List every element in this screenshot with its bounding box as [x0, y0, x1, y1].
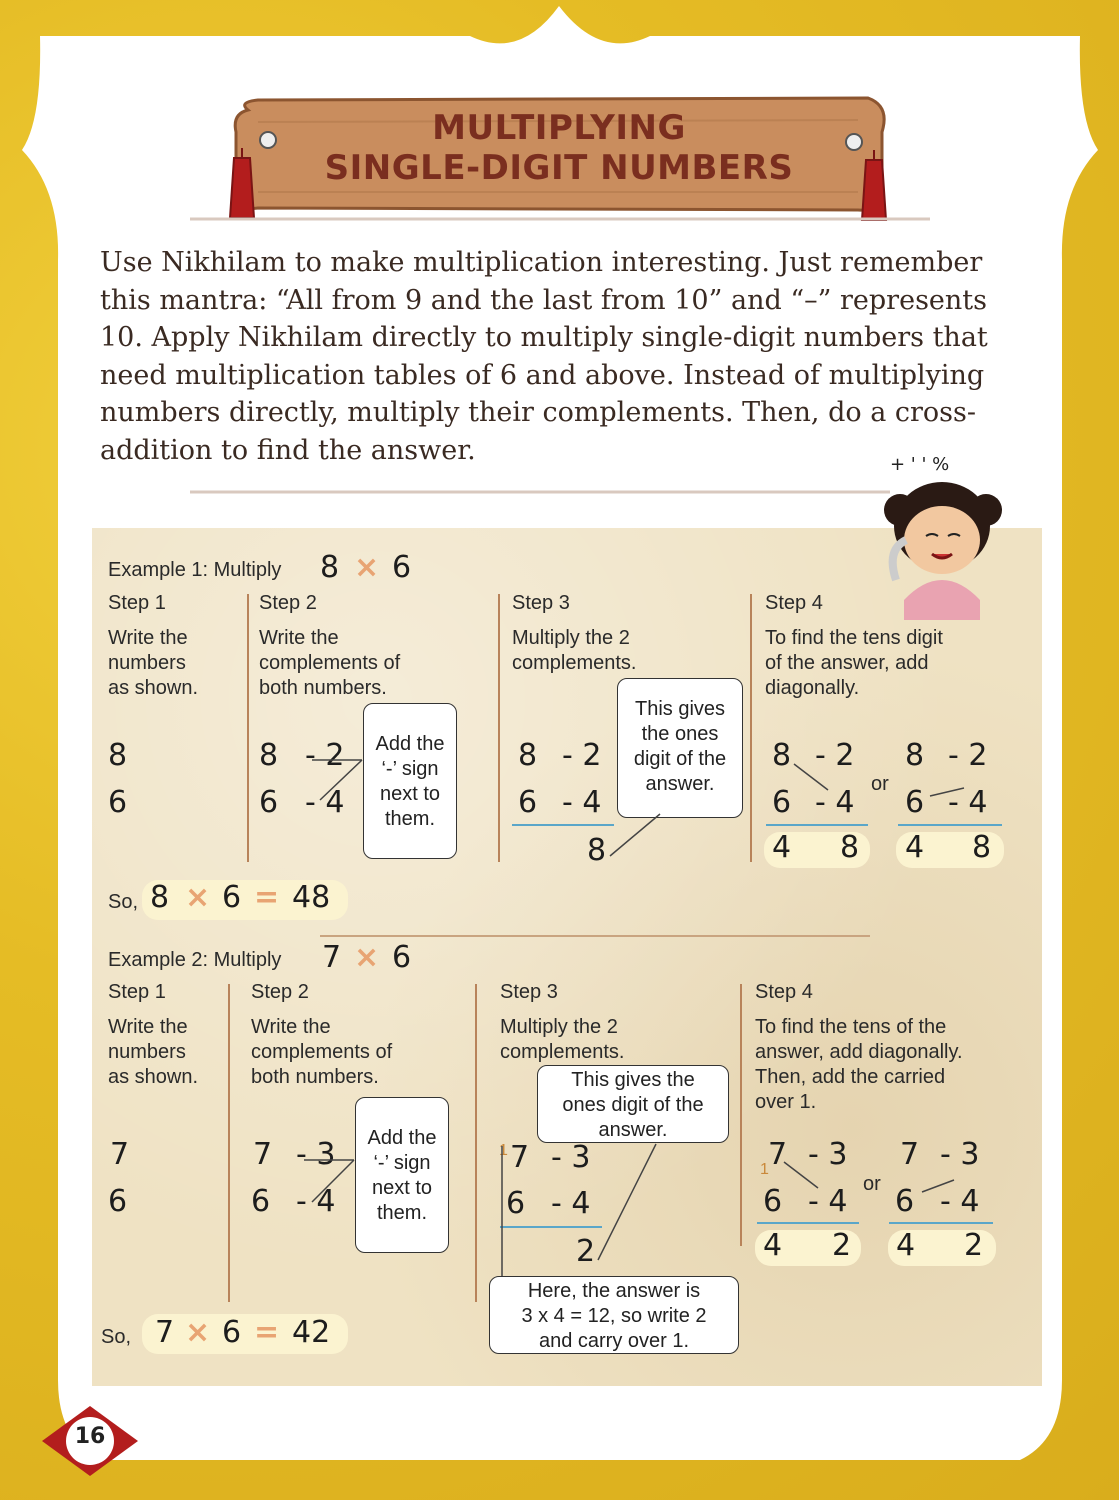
callout-line: ‘-’ sign — [373, 1152, 431, 1174]
ex1-step2-a: 8 — [259, 738, 279, 773]
callout-line: them. — [376, 1202, 428, 1224]
ex2-step1-desc-3: as shown. — [108, 1066, 199, 1088]
diagonal-arrows — [780, 1160, 1000, 1200]
ex1-step4-a: 8 — [772, 738, 792, 773]
ex1-step1-title: Step 1 — [108, 592, 166, 614]
so-label: So, — [101, 1326, 132, 1348]
ex2-step4-desc-1: To find the tens of the — [755, 1016, 947, 1038]
ex1-step3-a: 8 — [518, 738, 538, 773]
ex1-step3-comp-b: - 4 — [562, 785, 602, 820]
sum-underline — [898, 824, 1002, 826]
callout-ones-digit — [617, 678, 743, 818]
callout-line: Add the — [367, 1127, 437, 1149]
ex2-step2-desc-2: complements of — [251, 1041, 393, 1063]
callout-line: the ones — [641, 723, 719, 745]
column-divider — [740, 984, 742, 1246]
callout-ones-digit — [537, 1065, 729, 1143]
ex2-step4-a: 7 — [768, 1137, 788, 1172]
ex1-step3-ones: 8 — [587, 833, 607, 868]
ex2-step4-desc-4: over 1. — [755, 1091, 817, 1113]
or-label: or — [871, 773, 889, 795]
ex1-step2-comp-a: - 2 — [305, 738, 345, 773]
ex2-step3-carry: 1 — [499, 1142, 508, 1159]
ex2-step3-desc-1: Multiply the 2 — [500, 1016, 618, 1038]
ex2-step3-desc-2: complements. — [500, 1041, 625, 1063]
column-divider — [750, 594, 752, 862]
ex1-step4-comp-b-alt: - 4 — [948, 785, 988, 820]
callout-line: This gives — [634, 698, 726, 720]
callout-line: Add the — [375, 733, 445, 755]
svg-text:+ ' ' %: + ' ' % — [890, 454, 950, 475]
times-icon: × — [354, 550, 380, 585]
ex1-step4-desc-3: diagonally. — [765, 677, 860, 699]
ex2-step4-desc-3: Then, add the carried — [755, 1066, 946, 1088]
ex2-step2-title: Step 2 — [251, 981, 309, 1003]
divider-top — [180, 212, 940, 226]
ex1-step1-desc-3: as shown. — [108, 677, 199, 699]
ex1-step4-ones: 8 — [840, 830, 860, 865]
ex2-step4-comp-a: - 3 — [808, 1137, 848, 1172]
ex2-step1-desc-1: Write the — [108, 1016, 188, 1038]
ex2-step3-a: 7 — [510, 1140, 530, 1175]
callout-line: ‘-’ sign — [381, 758, 439, 780]
ex1-step2-desc-1: Write the — [259, 627, 339, 649]
ex2-step3-ones: 2 — [576, 1234, 596, 1269]
ex2-step4-ones-alt: 2 — [964, 1228, 984, 1263]
divider-middle — [180, 485, 900, 499]
ex2-step2-comp-a: - 3 — [296, 1137, 336, 1172]
callout-carry — [489, 1276, 739, 1354]
column-divider — [498, 594, 500, 862]
ex2-step1-desc-2: numbers — [108, 1041, 186, 1063]
example2-label: Example 2: Multiply — [108, 949, 282, 971]
ex1-step1-a: 8 — [108, 738, 128, 773]
ex2-step4-a-alt: 7 — [900, 1137, 920, 1172]
ex1-step4-desc-1: To find the tens digit — [765, 627, 943, 649]
ex1-step4-b: 6 — [772, 785, 792, 820]
times-icon: × — [185, 880, 211, 915]
ex2-step2-comp-b: - 4 — [296, 1184, 336, 1219]
ex1-step3-title: Step 3 — [512, 592, 570, 614]
ex2-step4-tens: 4 — [763, 1228, 783, 1263]
ex1-result-b: 6 — [222, 880, 242, 915]
ex1-step4-tens-alt: 4 — [905, 830, 925, 865]
ex2-step4-comp-a-alt: - 3 — [940, 1137, 980, 1172]
pointer-arrow — [600, 810, 670, 860]
ex1-step4-a-alt: 8 — [905, 738, 925, 773]
ex2-step2-a: 7 — [253, 1137, 273, 1172]
example1-b: 6 — [392, 550, 412, 585]
ex2-step3-b: 6 — [506, 1186, 526, 1221]
ex2-step1-title: Step 1 — [108, 981, 166, 1003]
ex2-step4-comp-b: - 4 — [808, 1184, 848, 1219]
ex2-step4-b-alt: 6 — [895, 1184, 915, 1219]
ex1-step2-desc-3: both numbers. — [259, 677, 387, 699]
ex2-step1-a: 7 — [110, 1137, 130, 1172]
ex1-step1-b: 6 — [108, 785, 128, 820]
callout-line: next to — [379, 783, 441, 805]
callout-line: 3 x 4 = 12, so write 2 — [521, 1305, 707, 1327]
ex2-step4-desc-2: answer, add diagonally. — [755, 1041, 963, 1063]
page-title-line1: MULTIPLYING — [432, 108, 686, 148]
callout-line: answer. — [645, 773, 715, 795]
equals-icon: = — [254, 880, 280, 915]
ex1-step4-desc-2: of the answer, add — [765, 652, 929, 674]
callout-line: ones digit of the — [562, 1094, 704, 1116]
times-icon: × — [185, 1315, 211, 1350]
ex2-step3-title: Step 3 — [500, 981, 558, 1003]
example2-b: 6 — [392, 940, 412, 975]
ex1-step2-title: Step 2 — [259, 592, 317, 614]
ex1-step4-tens: 4 — [772, 830, 792, 865]
section-divider — [320, 935, 870, 937]
callout-add-sign — [363, 703, 457, 859]
ex1-step2-b: 6 — [259, 785, 279, 820]
ex1-step4-comp-a: - 2 — [815, 738, 855, 773]
callout-line: This gives the — [571, 1069, 695, 1091]
ex1-result: 48 — [292, 880, 331, 915]
ex2-step4-ones: 2 — [832, 1228, 852, 1263]
ex1-step3-desc-2: complements. — [512, 652, 637, 674]
column-divider — [475, 984, 477, 1302]
ex2-result-a: 7 — [155, 1315, 175, 1350]
ex2-step4-comp-b-alt: - 4 — [940, 1184, 980, 1219]
callout-add-sign — [355, 1097, 449, 1253]
ex2-step3-comp-a: - 3 — [551, 1140, 591, 1175]
sum-underline — [512, 824, 614, 826]
ex1-step4-ones-alt: 8 — [972, 830, 992, 865]
page-title-line2: SINGLE-DIGIT NUMBERS — [324, 148, 794, 188]
ex1-step3-desc-1: Multiply the 2 — [512, 627, 630, 649]
girl-thinking-icon — [860, 440, 1020, 620]
ex1-step4-comp-b: - 4 — [815, 785, 855, 820]
so-label: So, — [108, 891, 139, 913]
callout-line: and carry over 1. — [538, 1330, 690, 1352]
sum-underline — [889, 1222, 993, 1224]
callout-line: them. — [384, 808, 436, 830]
ex1-result-a: 8 — [150, 880, 170, 915]
callout-line: answer. — [598, 1119, 668, 1141]
diagonal-arrows — [790, 760, 1010, 800]
ex2-step1-b: 6 — [108, 1184, 128, 1219]
title-banner — [218, 92, 900, 222]
pointer-arrows — [498, 1140, 668, 1280]
ex2-step2-b: 6 — [251, 1184, 271, 1219]
pointer-arrows — [292, 1140, 362, 1220]
ex2-step4-b: 6 — [763, 1184, 783, 1219]
ex1-step4-b-alt: 6 — [905, 785, 925, 820]
or-label: or — [863, 1173, 881, 1195]
ex2-step4-title: Step 4 — [755, 981, 813, 1003]
ex2-step2-desc-3: both numbers. — [251, 1066, 379, 1088]
ex1-step1-desc-1: Write the — [108, 627, 188, 649]
sum-underline — [757, 1222, 859, 1224]
ex1-step1-desc-2: numbers — [108, 652, 186, 674]
example1-label: Example 1: Multiply — [108, 559, 282, 581]
ex1-step2-desc-2: complements of — [259, 652, 401, 674]
ex2-result-b: 6 — [222, 1315, 242, 1350]
times-icon: × — [354, 940, 380, 975]
ex2-step4-carry: 1 — [760, 1161, 769, 1178]
ex2-step2-desc-1: Write the — [251, 1016, 331, 1038]
column-divider — [228, 984, 230, 1302]
intro-paragraph: Use Nikhilam to make multiplication interesting. Just remember this mantra: “All from 9 and the last from 10” and “–” represents 10. Apply Nikhilam directly to multiply single-digit numbers that need multiplication tables of 6 and above. Instead of multiplying numbers directly, multiply their complements. Then, do a cross-addition to find the answer. — [100, 247, 988, 466]
example1-a: 8 — [320, 550, 340, 585]
sum-underline — [766, 824, 868, 826]
equals-icon: = — [254, 1315, 280, 1350]
ex2-step3-comp-b: - 4 — [551, 1186, 591, 1221]
ex1-step3-b: 6 — [518, 785, 538, 820]
column-divider — [247, 594, 249, 862]
callout-line: digit of the — [633, 748, 727, 770]
callout-line: Here, the answer is — [527, 1280, 701, 1302]
ex2-result: 42 — [292, 1315, 331, 1350]
page-number: 16 — [74, 1424, 106, 1449]
example2-a: 7 — [322, 940, 342, 975]
ex1-step4-title: Step 4 — [765, 592, 823, 614]
ex1-step2-comp-b: - 4 — [305, 785, 345, 820]
callout-line: next to — [371, 1177, 433, 1199]
ex2-step4-tens-alt: 4 — [896, 1228, 916, 1263]
pointer-arrows — [300, 740, 370, 820]
ex1-step3-comp-a: - 2 — [562, 738, 602, 773]
ex1-step4-comp-a-alt: - 2 — [948, 738, 988, 773]
